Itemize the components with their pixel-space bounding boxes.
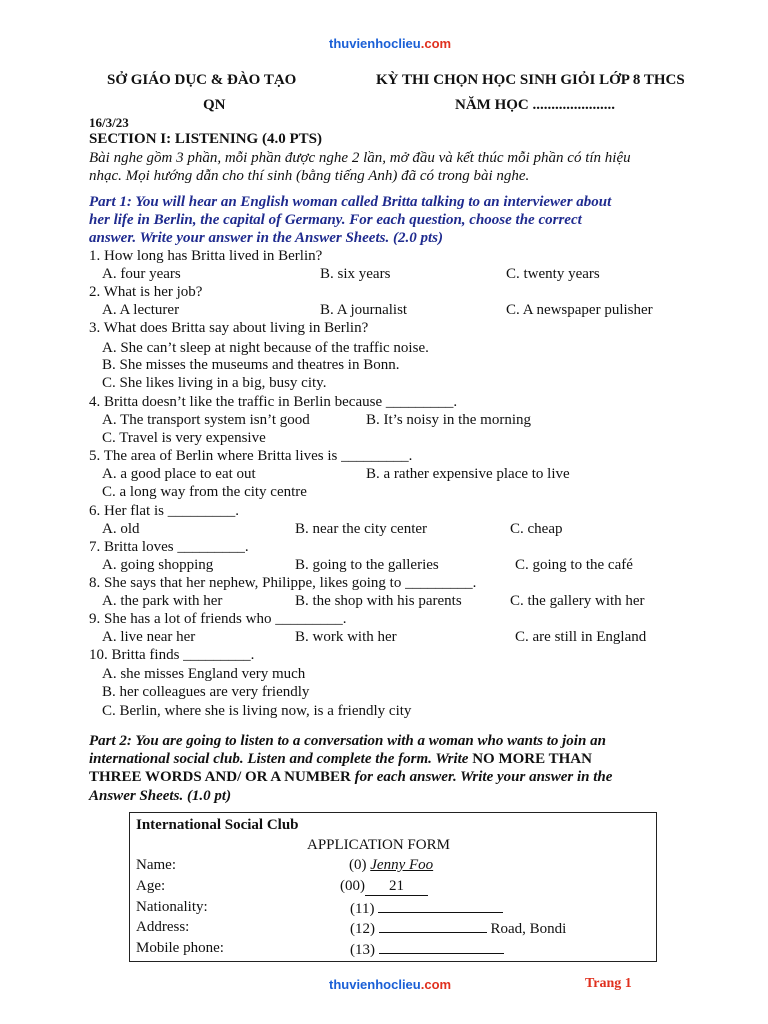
form-name-value: (0) Jenny Foo bbox=[349, 857, 434, 873]
form-phone-field: (13) bbox=[350, 940, 504, 959]
form-address-field: (12) Road, Bondi bbox=[350, 921, 567, 937]
part1-instruction-line2: her life in Berlin, the capital of Germany. For each question, choose the correct bbox=[89, 212, 582, 228]
form-age-label: Age: bbox=[136, 878, 166, 894]
header-right-line2: NĂM HỌC ...................... bbox=[455, 97, 615, 113]
q1-option-b: B. six years bbox=[320, 266, 391, 282]
form-name-label: Name: bbox=[136, 857, 176, 873]
header-right-line1: KỲ THI CHỌN HỌC SINH GIỎI LỚP 8 THCS bbox=[376, 72, 685, 88]
question-10: 10. Britta finds _________. bbox=[89, 647, 255, 663]
q8-option-b: B. the shop with his parents bbox=[295, 593, 462, 609]
q9-option-b: B. work with her bbox=[295, 629, 397, 645]
q10-option-c: C. Berlin, where she is living now, is a friendly city bbox=[102, 703, 412, 719]
site-domain: .com bbox=[420, 36, 452, 51]
q4-option-a: A. The transport system isn’t good bbox=[102, 412, 310, 428]
q6-option-c: C. cheap bbox=[510, 521, 563, 537]
header-left-line2: QN bbox=[203, 97, 226, 113]
page-number: Trang 1 bbox=[585, 976, 632, 991]
question-9: 9. She has a lot of friends who _________. bbox=[89, 611, 347, 627]
question-7: 7. Britta loves _________. bbox=[89, 539, 249, 555]
q3-option-c: C. She likes living in a big, busy city. bbox=[102, 375, 327, 391]
q7-option-a: A. going shopping bbox=[102, 557, 214, 573]
q2-option-b: B. A journalist bbox=[320, 302, 408, 318]
q4-option-b: B. It’s noisy in the morning bbox=[366, 412, 532, 428]
q5-option-b: B. a rather expensive place to live bbox=[366, 466, 570, 482]
q1-option-c: C. twenty years bbox=[506, 266, 600, 282]
form-nationality-field: (11) bbox=[350, 899, 503, 918]
section-title: SECTION I: LISTENING (4.0 PTS) bbox=[89, 131, 322, 147]
q10-option-b: B. her colleagues are very friendly bbox=[102, 684, 310, 700]
site-watermark-top bbox=[329, 36, 451, 51]
q7-option-b: B. going to the galleries bbox=[295, 557, 439, 573]
section-intro-line1: Bài nghe gồm 3 phần, mỗi phần được nghe 2 lần, mở đầu và kết thúc mỗi phần có tín hiệu bbox=[89, 150, 631, 166]
question-6: 6. Her flat is _________. bbox=[89, 503, 239, 519]
question-1: 1. How long has Britta lived in Berlin? bbox=[89, 248, 323, 264]
question-2: 2. What is her job? bbox=[89, 284, 203, 300]
part1-instruction-line3: answer. Write your answer in the Answer Sheets. (2.0 pts) bbox=[89, 230, 443, 246]
question-3: 3. What does Britta say about living in Berlin? bbox=[89, 320, 369, 336]
site-name: thuvienhoclieu bbox=[329, 36, 421, 51]
form-phone-label: Mobile phone: bbox=[136, 940, 224, 956]
q4-option-c: C. Travel is very expensive bbox=[102, 430, 266, 446]
exam-date: 16/3/23 bbox=[89, 115, 129, 130]
part1-instruction-line1: Part 1: You will hear an English woman called Britta talking to an interviewer about bbox=[89, 194, 612, 210]
q6-option-b: B. near the city center bbox=[295, 521, 428, 537]
form-title: APPLICATION FORM bbox=[307, 837, 450, 853]
q9-option-a: A. live near her bbox=[102, 629, 196, 645]
site-watermark-bottom bbox=[329, 977, 451, 992]
form-age-value: (00) 21 bbox=[340, 878, 428, 896]
footer-site-domain: .com bbox=[420, 977, 452, 992]
q6-option-a: A. old bbox=[102, 521, 140, 537]
form-nationality-label: Nationality: bbox=[136, 899, 208, 915]
q7-option-c: C. going to the café bbox=[515, 557, 633, 573]
q2-option-c: C. A newspaper pulisher bbox=[506, 302, 653, 318]
question-8: 8. She says that her nephew, Philippe, likes going to _________. bbox=[89, 575, 477, 591]
part2-instruction-line1: Part 2: You are going to listen to a conversation with a woman who wants to join an bbox=[89, 733, 606, 749]
q3-option-b: B. She misses the museums and theatres in Bonn. bbox=[102, 357, 400, 373]
q8-option-c: C. the gallery with her bbox=[510, 593, 645, 609]
header-left-line1: SỞ GIÁO DỤC & ĐÀO TẠO bbox=[107, 72, 297, 88]
q9-option-c: C. are still in England bbox=[515, 629, 647, 645]
form-club-name: International Social Club bbox=[136, 817, 299, 833]
footer-site-name: thuvienhoclieu bbox=[329, 977, 421, 992]
q3-option-a: A. She can’t sleep at night because of the traffic noise. bbox=[102, 340, 429, 356]
q8-option-a: A. the park with her bbox=[102, 593, 223, 609]
part2-instruction-line4: Answer Sheets. (1.0 pt) bbox=[89, 788, 232, 804]
q2-option-a: A. A lecturer bbox=[102, 302, 180, 318]
question-5: 5. The area of Berlin where Britta lives is _________. bbox=[89, 448, 413, 464]
section-intro-line2: nhạc. Mọi hướng dẫn cho thí sinh (bằng tiếng Anh) đã có trong bài nghe. bbox=[89, 168, 530, 184]
form-address-label: Address: bbox=[136, 919, 190, 935]
q5-option-a: A. a good place to eat out bbox=[102, 466, 256, 482]
q1-option-a: A. four years bbox=[102, 266, 181, 282]
q5-option-c: C. a long way from the city centre bbox=[102, 484, 307, 500]
question-4: 4. Britta doesn’t like the traffic in Berlin because _________. bbox=[89, 394, 458, 410]
q10-option-a: A. she misses England very much bbox=[102, 666, 306, 682]
part2-instruction-line2: international social club. Listen and complete the form. Write NO MORE THAN bbox=[89, 751, 592, 767]
part2-instruction-line3: THREE WORDS AND/ OR A NUMBER for each answer. Write your answer in the bbox=[89, 769, 613, 785]
